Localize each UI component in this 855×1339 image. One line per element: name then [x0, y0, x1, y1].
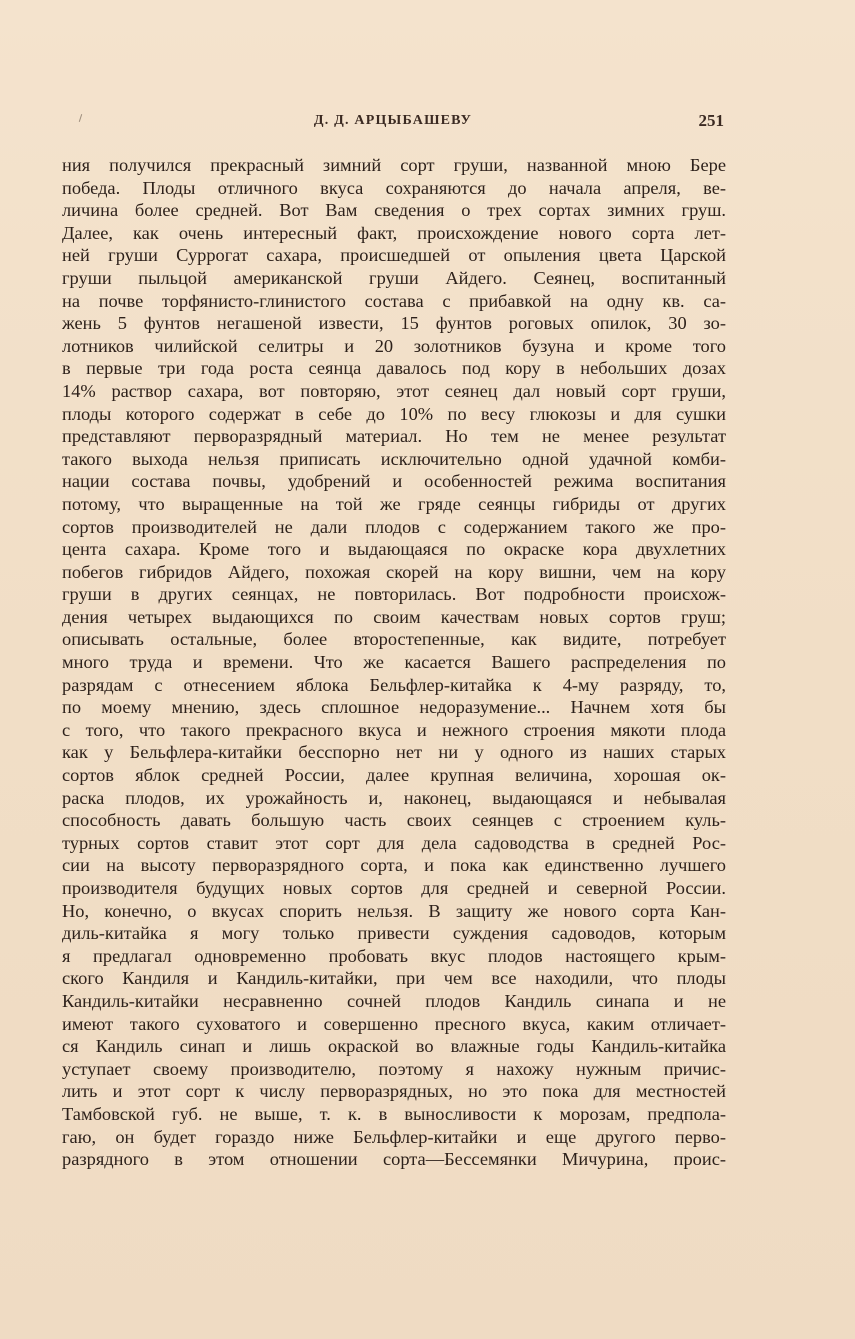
text-line: груши в других сеянцах, не повторилась. Вот подробности происхож- [62, 584, 726, 605]
text-line: я предлагал одновременно пробовать вкус плодов настоящего крым- [62, 945, 726, 966]
running-head: Д. Д. АРЦЫБАШЕВУ [313, 113, 473, 128]
text-line: плоды которого содержат в себе до 10% по весу глюкозы и для сушки [62, 403, 726, 424]
text-line: потому, что выращенные на той же гряде сеянцы гибриды от других [62, 493, 726, 514]
text-line: Кандиль-китайки несравненно сочней плодов Кандиль синапа и не [62, 990, 726, 1011]
text-line: цента сахара. Кроме того и выдающаяся по окраске кора двухлетних [62, 539, 726, 560]
text-line: описывать остальные, более второстепенные, как видите, потребует [62, 629, 726, 650]
text-line: ния получился прекрасный зимний сорт груши, названной мною Бере [62, 155, 726, 175]
text-line: ся Кандиль синап и лишь окраской во влажные годы Кандиль-китайка [62, 1036, 726, 1057]
text-line: уступает своему производителю, поэтому я нахожу нужным причис- [62, 1058, 726, 1079]
text-line: ского Кандиля и Кандиль-китайки, при чем все находили, что плоды [62, 968, 726, 989]
text-line: сии на высоту перворазрядного сорта, и пока как единственно лучшего [62, 855, 726, 876]
text-line: Но, конечно, о вкусах спорить нельзя. В защиту же нового сорта Кан- [62, 900, 726, 921]
page-header [62, 113, 724, 137]
text-line: представляют перворазрядный материал. Но тем не менее результат [62, 426, 726, 447]
text-line: производителя будущих новых сортов для средней и северной России. [62, 878, 726, 898]
text-line: такого выхода нельзя приписать исключительно одной удачной комби- [62, 448, 726, 469]
text-line: победа. Плоды отличного вкуса сохраняются до начала апреля, ве- [62, 177, 726, 198]
text-line: сортов яблок средней России, далее крупная величина, хорошая ок- [62, 765, 726, 786]
text-line: разрядам с отнесением яблока Бельфлер-китайка к 4-му разряду, то, [62, 674, 726, 695]
text-line: Далее, как очень интересный факт, происхождение нового сорта лет- [62, 222, 726, 243]
text-line: в первые три года роста сеянца давалось под кору в небольших дозах [62, 358, 726, 379]
text-line: личина более средней. Вот Вам сведения о трех сортах зимних груш. [62, 200, 726, 221]
text-line: 14% раствор сахара, вот повторяю, этот сеянец дал новый сорт груши, [62, 380, 726, 401]
text-line: жень 5 фунтов негашеной извести, 15 фунтов роговых опилок, 30 зо- [62, 313, 726, 334]
text-line: гаю, он будет гораздо ниже Бельфлер-китайки и еще другого перво- [62, 1126, 726, 1147]
text-line: имеют такого суховатого и совершенно пресного вкуса, каким отличает- [62, 1013, 726, 1034]
text-line: с того, что такого прекрасного вкуса и нежного строения мякоти плода [62, 719, 726, 740]
text-line: разрядного в этом отношении сорта—Бессемянки Мичурина, проис- [62, 1149, 726, 1170]
text-line: способность давать большую часть своих сеянцев с строением куль- [62, 810, 726, 831]
text-line: турных сортов ставит этот сорт для дела садоводства в средней Рос- [62, 832, 726, 853]
text-line: дения четырех выдающихся по своим качествам новых сортов груш; [62, 606, 726, 627]
text-line: Тамбовской губ. не выше, т. к. в выносливости к морозам, предпола- [62, 1103, 726, 1124]
text-line: побегов гибридов Айдего, похожая скорей на кору вишни, чем на кору [62, 561, 726, 582]
text-line: как у Бельфлера-китайки бесспорно нет ни у одного из наших старых [62, 742, 726, 763]
text-line: ней груши Суррогат сахара, происшедшей от опыления цвета Царской [62, 245, 726, 266]
text-line: лить и этот сорт к числу перворазрядных, но это пока для местностей [62, 1081, 726, 1102]
text-line: груши пыльцой американской груши Айдего. Сеянец, воспитанный [62, 267, 726, 288]
text-line: раска плодов, их урожайность и, наконец, выдающаяся и небывалая [62, 787, 726, 808]
page-number: 251 [698, 111, 724, 130]
text-line: много труда и времени. Что же касается Вашего распределения по [62, 652, 726, 673]
text-line: нации состава почвы, удобрений и особенностей режима воспитания [62, 471, 726, 492]
text-line: на почве торфянисто-глинистого состава с прибавкой на одну кв. са- [62, 290, 726, 311]
text-line: по моему мнению, здесь сплошное недоразумение... Начнем хотя бы [62, 697, 726, 718]
body-text [62, 154, 726, 1171]
text-line: диль-китайка я могу только привести суждения садоводов, которым [62, 923, 726, 944]
text-line: сортов производителей не дали плодов с содержанием такого же про- [62, 516, 726, 537]
text-line: лотников чилийской селитры и 20 золотников бузуна и кроме того [62, 335, 726, 356]
